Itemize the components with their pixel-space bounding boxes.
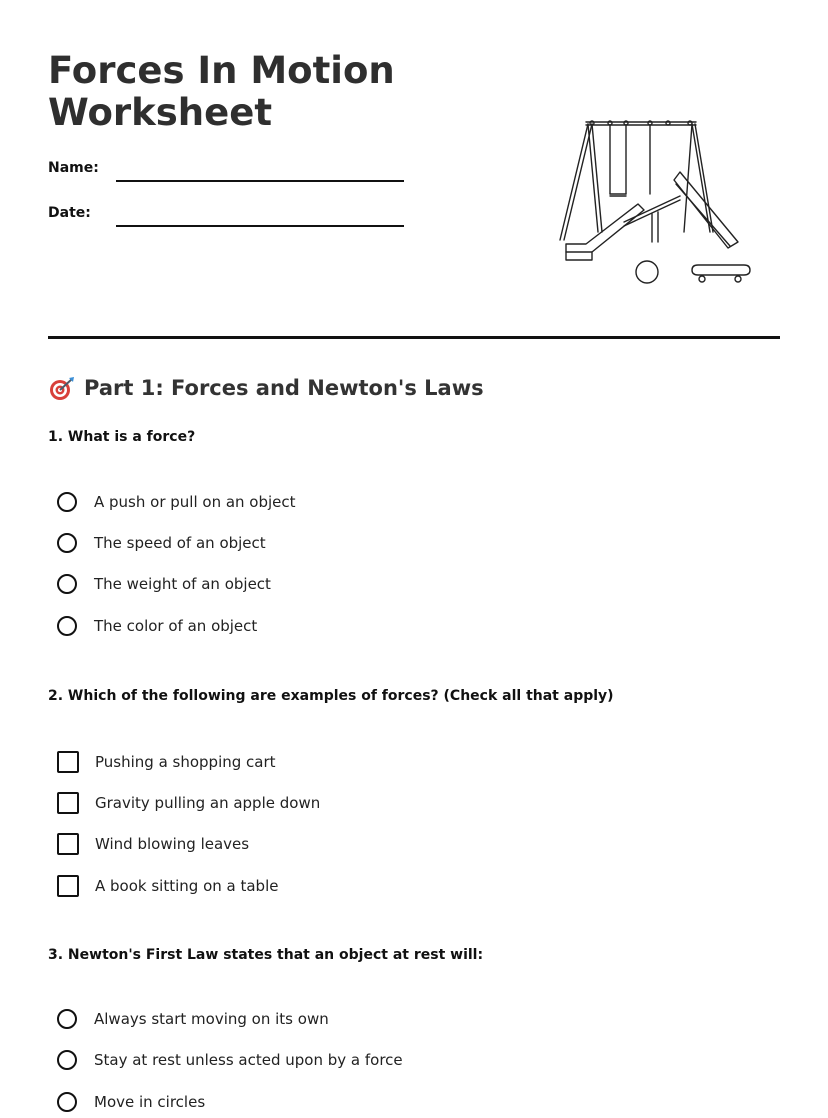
radio-button[interactable] xyxy=(57,533,77,553)
checkbox[interactable] xyxy=(57,875,79,897)
q3-option[interactable] xyxy=(57,1009,329,1029)
q2-option[interactable] xyxy=(57,875,278,897)
target-icon xyxy=(48,374,76,402)
radio-button[interactable] xyxy=(57,574,77,594)
q1-option[interactable] xyxy=(57,492,296,512)
checkbox[interactable] xyxy=(57,792,79,814)
q2-option[interactable] xyxy=(57,833,249,855)
q3-option[interactable] xyxy=(57,1092,205,1112)
question-3: 3. Newton's First Law states that an object at rest will: xyxy=(48,947,484,963)
option-label: Always start moving on its own xyxy=(94,1010,329,1028)
option-label: A push or pull on an object xyxy=(94,493,296,511)
option-label: A book sitting on a table xyxy=(95,877,279,895)
part1-heading xyxy=(48,374,484,402)
checkbox[interactable] xyxy=(57,833,79,855)
option-label: Gravity pulling an apple down xyxy=(95,794,321,812)
option-label: Pushing a shopping cart xyxy=(95,753,276,771)
part1-heading-text: Part 1: Forces and Newton's Laws xyxy=(84,376,484,400)
name-field[interactable] xyxy=(116,180,404,182)
q1-option[interactable] xyxy=(57,533,266,553)
radio-button[interactable] xyxy=(57,1092,77,1112)
option-label: Move in circles xyxy=(94,1093,206,1111)
option-label: The weight of an object xyxy=(94,575,271,593)
radio-button[interactable] xyxy=(57,1009,77,1029)
name-label: Name: xyxy=(48,160,99,176)
q1-option[interactable] xyxy=(57,574,271,594)
playground-icon xyxy=(552,112,760,292)
section-divider xyxy=(48,336,780,339)
q2-option[interactable] xyxy=(57,792,320,814)
checkbox[interactable] xyxy=(57,751,79,773)
option-label: The speed of an object xyxy=(94,534,266,552)
radio-button[interactable] xyxy=(57,616,77,636)
date-field[interactable] xyxy=(116,225,404,227)
radio-button[interactable] xyxy=(57,492,77,512)
option-label: Stay at rest unless acted upon by a force xyxy=(94,1051,403,1069)
date-label: Date: xyxy=(48,205,91,221)
q1-option[interactable] xyxy=(57,616,257,636)
radio-button[interactable] xyxy=(57,1050,77,1070)
worksheet-title: Forces In Motion Worksheet xyxy=(48,49,395,134)
q2-option[interactable] xyxy=(57,751,276,773)
option-label: Wind blowing leaves xyxy=(95,835,250,853)
question-2: 2. Which of the following are examples of forces? (Check all that apply) xyxy=(48,688,614,704)
option-label: The color of an object xyxy=(94,617,258,635)
question-1: 1. What is a force? xyxy=(48,429,196,445)
q3-option[interactable] xyxy=(57,1050,403,1070)
